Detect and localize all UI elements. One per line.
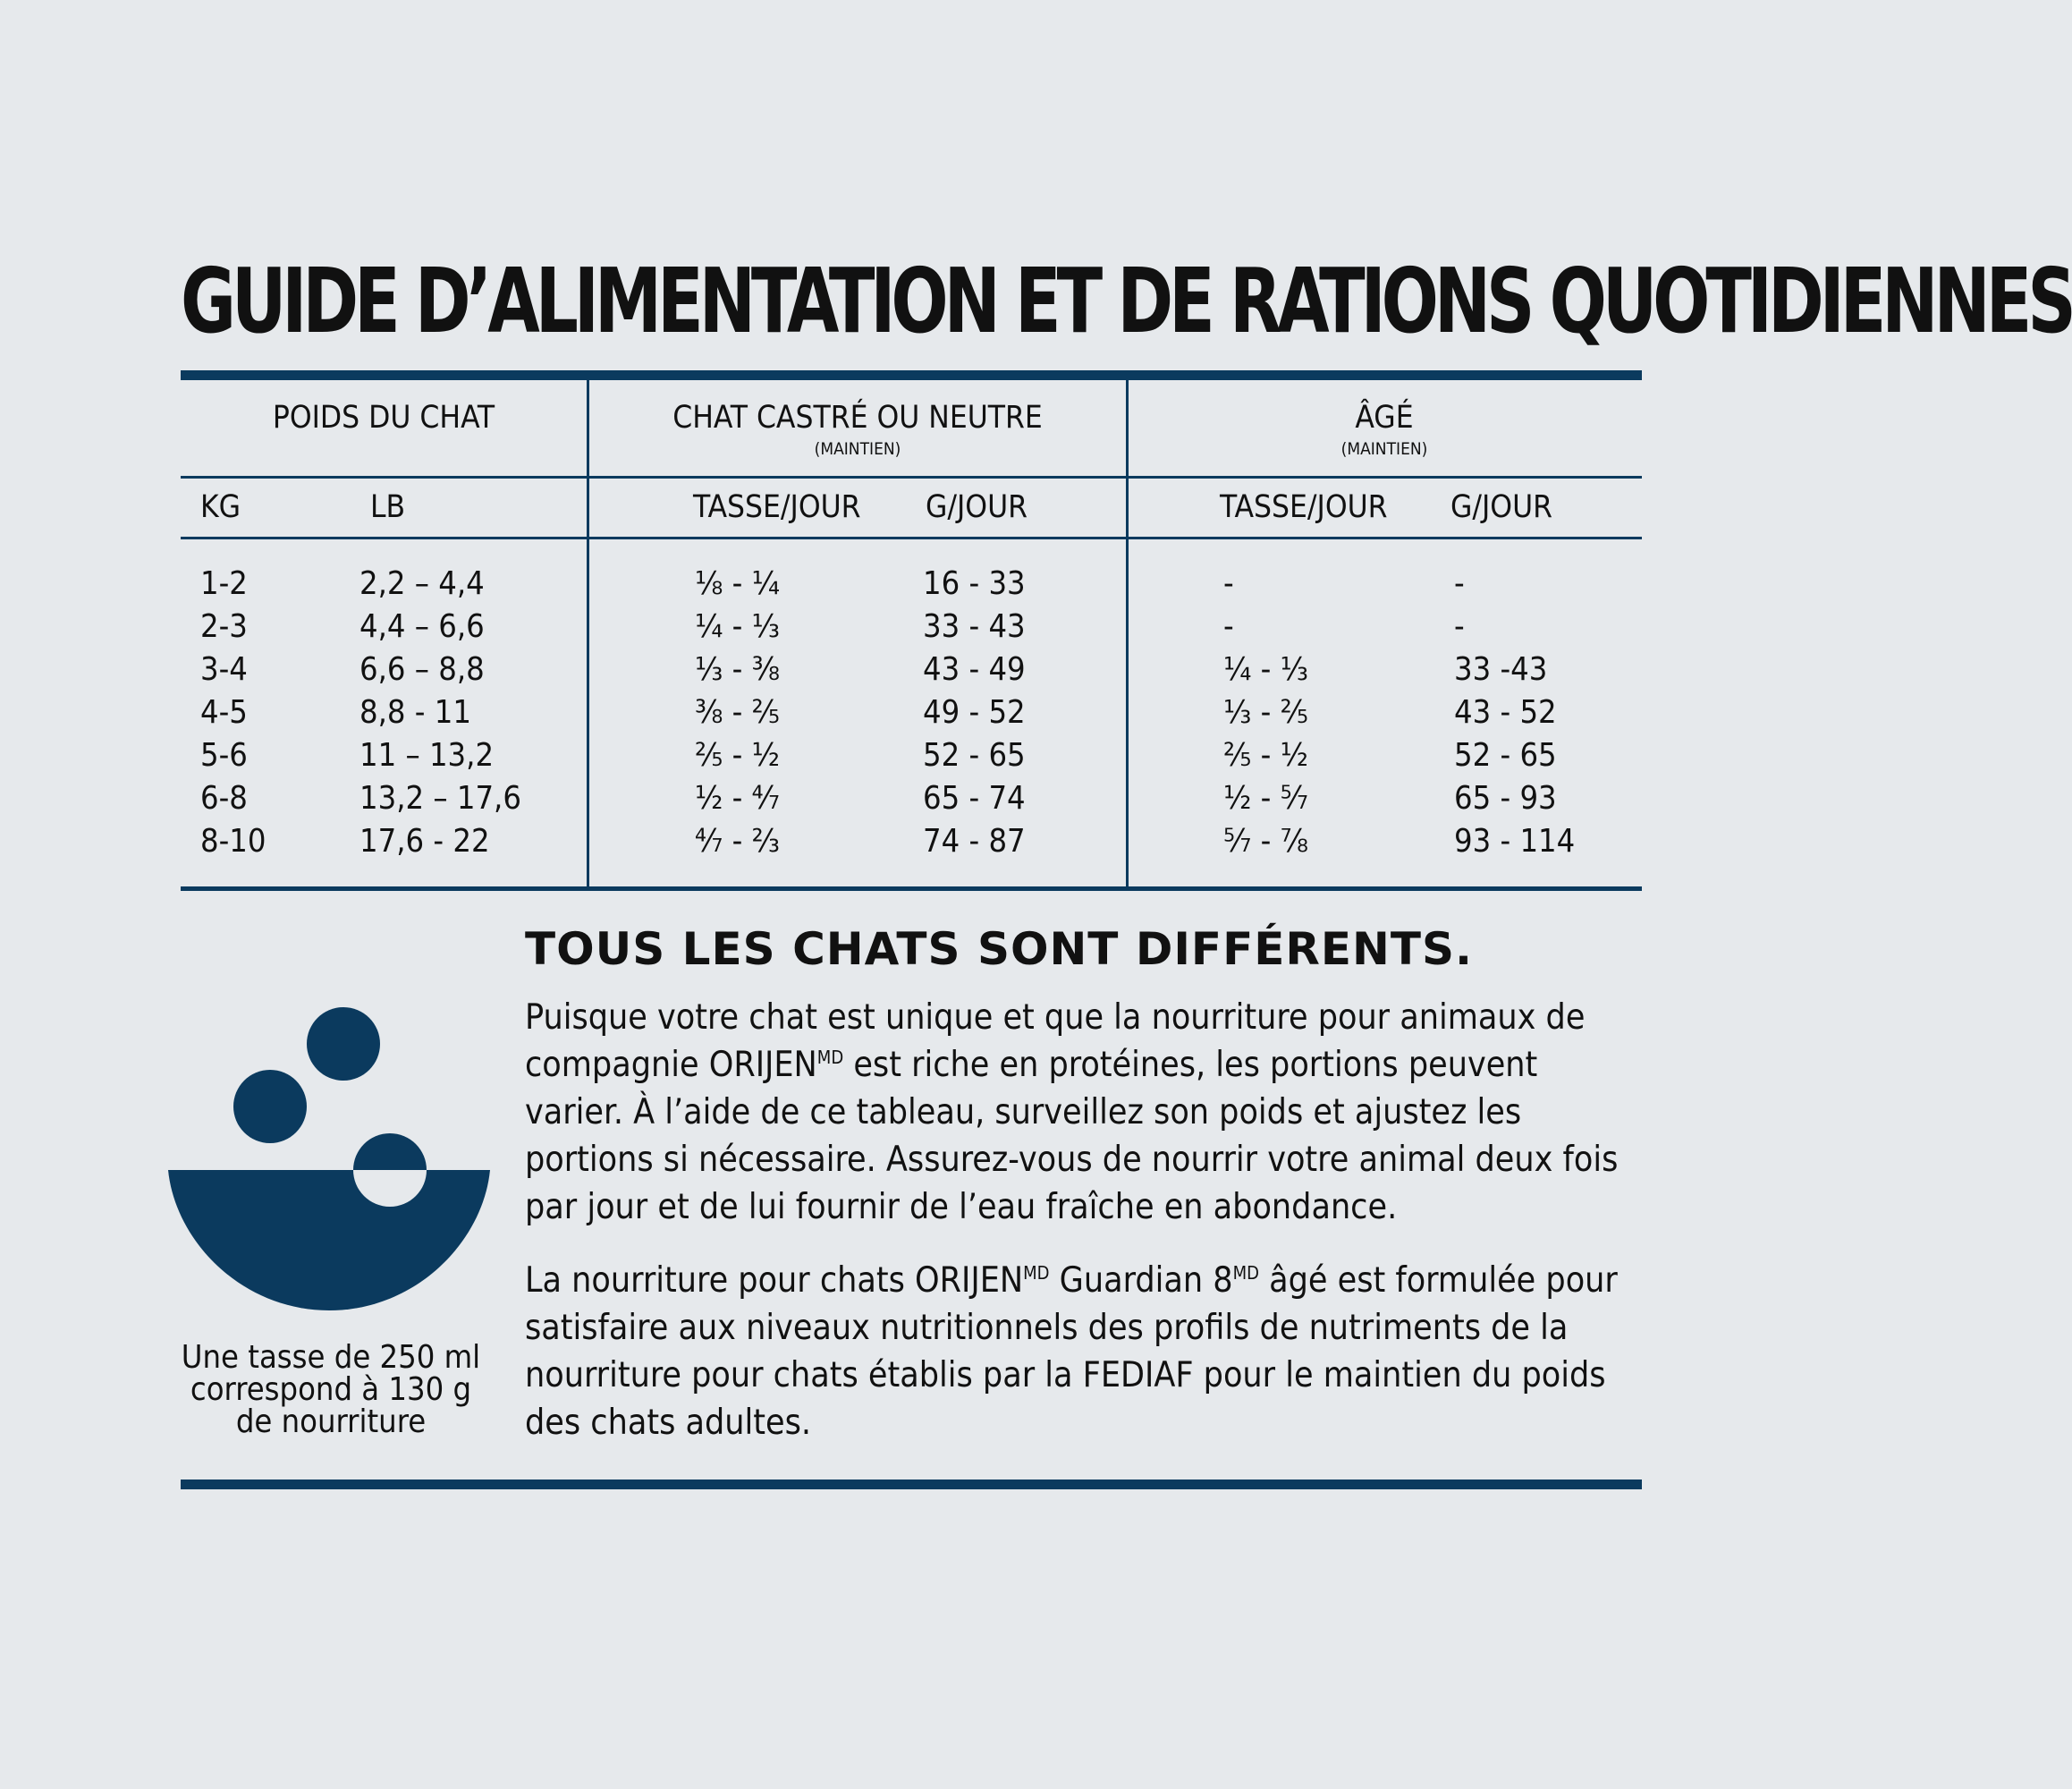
cell-neutered-grams: 74 - 87	[923, 823, 1026, 860]
cell-age-grams: 33 -43	[1454, 651, 1548, 688]
cell-kg: 2-3	[200, 608, 248, 645]
caption-line-3: de nourriture	[235, 1403, 427, 1440]
cell-age-grams: -	[1454, 608, 1465, 645]
cell-neutered-grams: 43 - 49	[923, 651, 1026, 688]
cell-lb: 13,2 – 17,6	[359, 780, 521, 817]
cup-caption	[170, 1339, 492, 1440]
header-age: ÂGÉ	[1355, 400, 1414, 436]
cell-age-cup: -	[1223, 565, 1234, 602]
cell-age-cup: -	[1223, 608, 1234, 645]
cell-age-cup: ¼ - ⅓	[1223, 651, 1309, 688]
cell-age-grams: 65 - 93	[1454, 780, 1557, 817]
col-age-grams: G/JOUR	[1450, 489, 1553, 525]
cell-kg: 8-10	[200, 823, 266, 860]
cell-lb: 17,6 - 22	[359, 823, 490, 860]
p1-trademark: MD	[816, 1047, 844, 1068]
cell-age-cup: ²⁄₅ - ½	[1223, 737, 1308, 774]
cell-lb: 11 – 13,2	[359, 737, 495, 774]
section-heading: TOUS LES CHATS SONT DIFFÉRENTS.	[525, 923, 1474, 975]
page-title: GUIDE D’ALIMENTATION ET DE RATIONS QUOTIDIENNES	[181, 249, 2072, 353]
cell-kg: 5-6	[200, 737, 248, 774]
cell-neutered-cup: ⅛ - ¼	[695, 565, 781, 602]
cell-kg: 6-8	[200, 780, 248, 817]
cell-age-grams: -	[1454, 565, 1465, 602]
caption-line-1: Une tasse de 250 ml	[181, 1339, 481, 1376]
caption-line-2: correspond à 130 g	[190, 1371, 472, 1408]
p2-text-a: La nourriture pour chats ORIJEN	[525, 1260, 1024, 1301]
cell-age-cup: ½ - ⁵⁄₇	[1223, 780, 1308, 817]
col-age-cup: TASSE/JOUR	[1220, 489, 1388, 525]
cell-neutered-grams: 49 - 52	[923, 694, 1026, 731]
cell-age-grams: 93 - 114	[1454, 823, 1576, 860]
header-neutered-sub: (MAINTIEN)	[814, 439, 901, 459]
header-age-sub: (MAINTIEN)	[1340, 439, 1428, 459]
cell-neutered-grams: 65 - 74	[923, 780, 1026, 817]
p2-text-b: Guardian 8	[1049, 1260, 1233, 1301]
p2-trademark-2: MD	[1232, 1262, 1259, 1284]
cell-neutered-grams: 16 - 33	[923, 565, 1026, 602]
paragraph-2	[525, 1257, 1643, 1446]
cell-kg: 1-2	[200, 565, 248, 602]
cell-age-cup: ⅓ - ²⁄₅	[1223, 694, 1308, 731]
p2-trademark-1: MD	[1023, 1262, 1050, 1284]
cell-neutered-grams: 52 - 65	[923, 737, 1026, 774]
bottom-rule	[181, 1480, 1642, 1489]
cell-kg: 3-4	[200, 651, 248, 688]
cell-neutered-grams: 33 - 43	[923, 608, 1026, 645]
cell-lb: 8,8 - 11	[359, 694, 471, 731]
cell-neutered-cup: ⅓ - ³⁄₈	[695, 651, 780, 688]
cell-neutered-cup: ²⁄₅ - ½	[695, 737, 780, 774]
header-weight: POIDS DU CHAT	[272, 400, 495, 436]
table-bottom-rule	[181, 886, 1642, 891]
cell-neutered-cup: ¼ - ⅓	[695, 608, 781, 645]
p1-text-b: est riche en protéines, les portions peuvent varier. À l’aide de ce tableau, surveillez son poids et ajustez les portions si nécessaire. Assurez-vous de nourrir votre animal deux fois par jour et de lui fournir de l’eau fraîche en abondance.	[525, 1045, 1619, 1227]
cell-age-cup: ⁵⁄₇ - ⅞	[1223, 823, 1308, 860]
table-subheader-divider	[181, 537, 1642, 539]
p2-text-c: âgé est formulée pour satisfaire aux niveaux nutritionnels des profils de nutriments de la nourriture pour chats établis par la FEDIAF pour le maintien du poids des chats adultes.	[525, 1260, 1618, 1443]
col-neutered-grams: G/JOUR	[926, 489, 1028, 525]
header-neutered: CHAT CASTRÉ OU NEUTRE	[672, 400, 1043, 436]
cell-lb: 4,4 – 6,6	[359, 608, 485, 645]
bowl-with-kibble-icon	[168, 1004, 492, 1315]
table-top-rule	[181, 370, 1642, 380]
col-lb: LB	[370, 489, 406, 525]
cell-neutered-cup: ³⁄₈ - ²⁄₅	[695, 694, 780, 731]
table-header-divider	[181, 476, 1642, 479]
cell-lb: 2,2 – 4,4	[359, 565, 485, 602]
cell-lb: 6,6 – 8,8	[359, 651, 485, 688]
col-kg: KG	[200, 489, 241, 525]
col-neutered-cup: TASSE/JOUR	[693, 489, 861, 525]
cell-age-grams: 43 - 52	[1454, 694, 1557, 731]
p1-text-a: Puisque votre chat est unique et que la nourriture pour animaux de compagnie ORIJEN	[525, 997, 1586, 1085]
cell-neutered-cup: ⁴⁄₇ - ⅔	[695, 823, 780, 860]
cell-neutered-cup: ½ - ⁴⁄₇	[695, 780, 780, 817]
cell-age-grams: 52 - 65	[1454, 737, 1557, 774]
cell-kg: 4-5	[200, 694, 248, 731]
paragraph-1	[525, 994, 1643, 1231]
